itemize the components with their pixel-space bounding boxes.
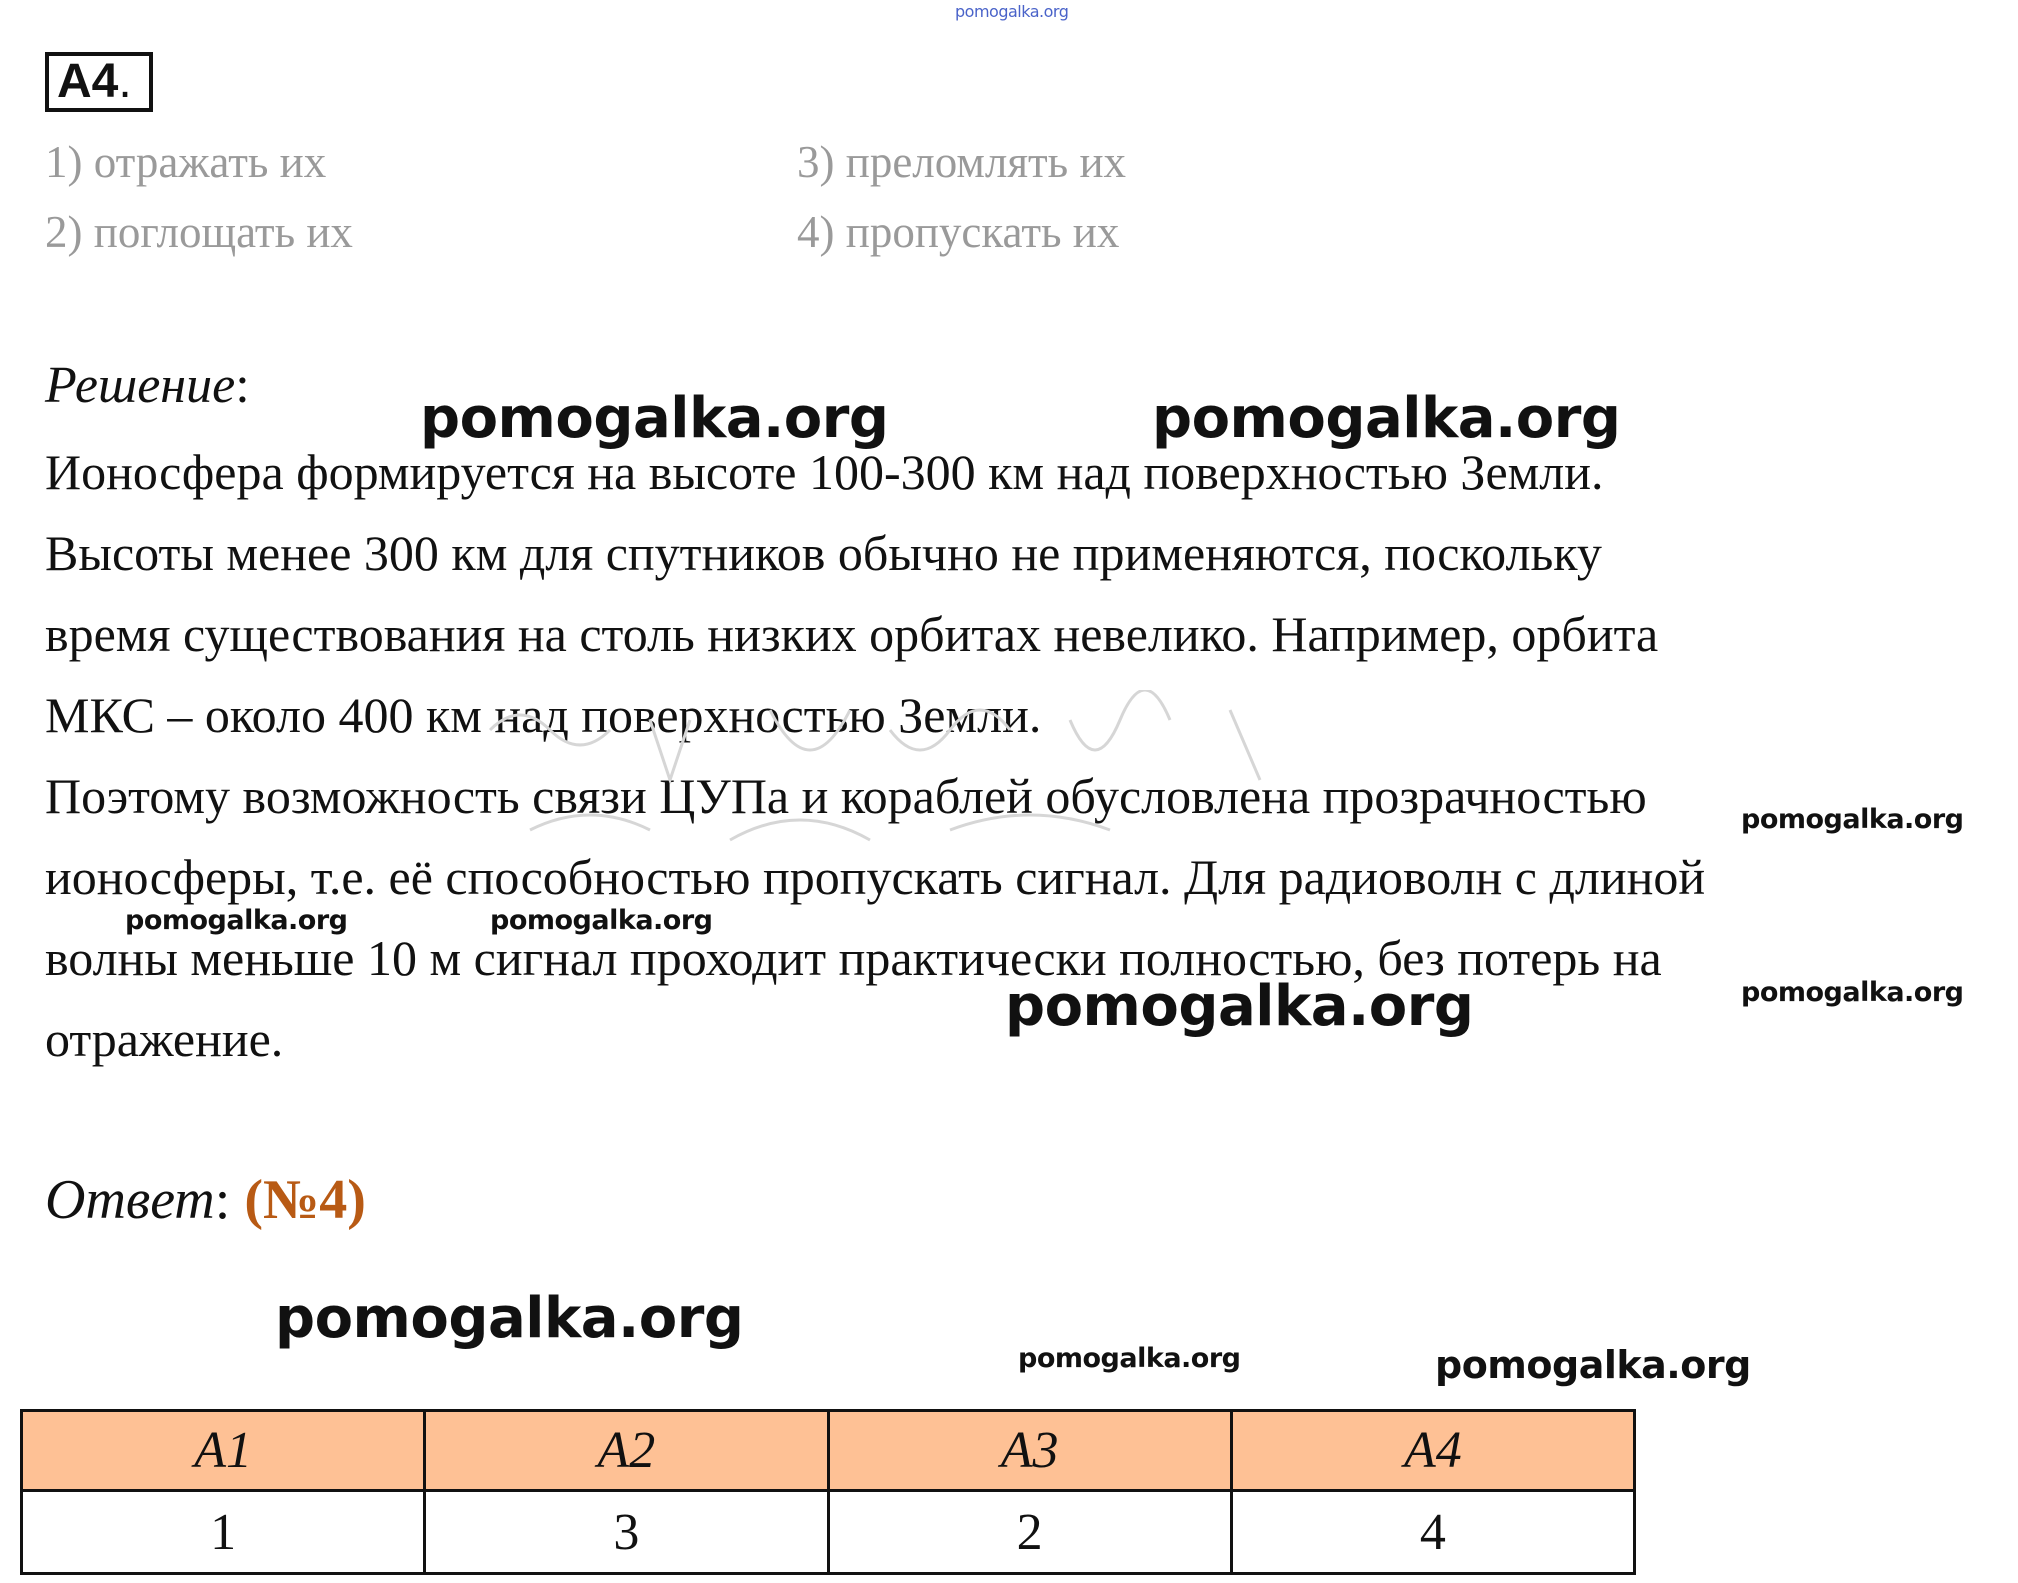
- watermark-5: pomogalka.org: [490, 905, 713, 936]
- task-label-box: [45, 52, 153, 112]
- solution-heading: [45, 356, 250, 415]
- table-header-a2: A2: [425, 1411, 828, 1491]
- watermark-7: pomogalka.org: [1741, 977, 1964, 1008]
- option-4: 4) пропускать их: [797, 207, 1120, 257]
- watermark-1: pomogalka.org: [420, 386, 889, 451]
- task-label: A4: [57, 55, 119, 108]
- table-cell-a4: 4: [1231, 1491, 1634, 1574]
- answer-table: [20, 1409, 1636, 1575]
- solution-line: время существования на столь низких орбитах невелико. Например, орбита: [45, 606, 1659, 662]
- watermark-8: pomogalka.org: [275, 1286, 744, 1351]
- task-label-dot: .: [118, 55, 132, 108]
- answer-value: (№4): [244, 1169, 366, 1231]
- solution-heading-colon: :: [235, 357, 250, 414]
- watermark-top: pomogalka.org: [955, 2, 1069, 21]
- watermark-10: pomogalka.org: [1435, 1343, 1751, 1387]
- option-3: 3) преломлять их: [797, 137, 1127, 187]
- solution-line: отражение.: [45, 1011, 284, 1067]
- answer-colon: :: [214, 1169, 245, 1231]
- table-header-row: [22, 1411, 1635, 1491]
- table-cell-a3: 2: [828, 1491, 1231, 1574]
- option-2: 2) поглощать их: [45, 207, 353, 257]
- answer-line: [45, 1168, 366, 1232]
- table-cell-a1: 1: [22, 1491, 425, 1574]
- watermark-9: pomogalka.org: [1018, 1343, 1241, 1374]
- table-header-a4: A4: [1231, 1411, 1634, 1491]
- faint-outline-watermark: [470, 690, 1410, 890]
- solution-line: Ионосфера формируется на высоте 100-300 км над поверхностью Земли.: [45, 444, 1604, 500]
- solution-line: ионосферы, т.е. её способностью пропускать сигнал. Для радиоволн с длиной: [45, 849, 1706, 905]
- watermark-2: pomogalka.org: [1152, 386, 1621, 451]
- table-header-a1: A1: [22, 1411, 425, 1491]
- answer-label: Ответ: [45, 1169, 215, 1231]
- solution-line: Высоты менее 300 км для спутников обычно не применяются, поскольку: [45, 525, 1602, 581]
- table-cell-a2: 3: [425, 1491, 828, 1574]
- table-header-a3: A3: [828, 1411, 1231, 1491]
- solution-heading-text: Решение: [45, 357, 236, 414]
- option-1: 1) отражать их: [45, 137, 327, 187]
- solution-line: волны меньше 10 м сигнал проходит практически полностью, без потерь на: [45, 930, 1662, 986]
- solution-line: МКС – около 400 км над поверхностью Земли.: [45, 687, 1042, 743]
- solution-line: Поэтому возможность связи ЦУПа и кораблей обусловлена прозрачностью: [45, 768, 1647, 824]
- watermark-3: pomogalka.org: [1741, 804, 1964, 835]
- watermark-4: pomogalka.org: [125, 905, 348, 936]
- watermark-6: pomogalka.org: [1005, 974, 1474, 1039]
- table-row: [22, 1491, 1635, 1574]
